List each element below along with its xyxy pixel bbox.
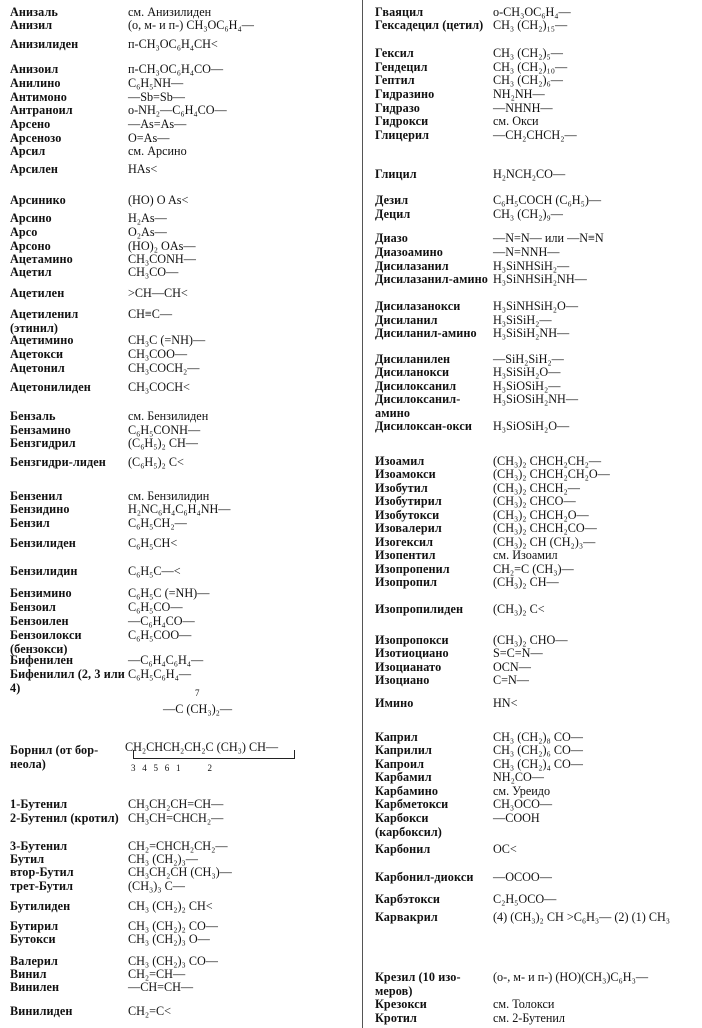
term-name: Гексадецил (цетил)	[375, 18, 484, 32]
list-item	[10, 900, 360, 914]
term-formula: CH₃COO—	[128, 347, 188, 361]
bornyl-bracket	[133, 750, 295, 759]
term-formula: CH₃ (CH₂)₆ CO—	[493, 743, 583, 757]
term-name: Дисиланилен	[375, 352, 451, 366]
term-name: Изогексил	[375, 535, 434, 549]
term-formula: CH₃ (CH₂)₁₀—	[493, 60, 568, 74]
term-formula: H₃SiNHSiH₂NH—	[493, 272, 587, 286]
term-formula: H₃SiSiH₂O—	[493, 365, 561, 379]
list-item	[10, 163, 360, 177]
list-item	[375, 468, 697, 482]
term-formula: H₂NCH₂CO—	[493, 167, 566, 181]
term-name: Бутокси	[10, 932, 56, 946]
list-item	[375, 971, 697, 998]
term-name: Диазо	[375, 231, 408, 245]
term-name: Дисилоксанил-амино	[375, 392, 461, 420]
term-name: Анизаль	[10, 5, 58, 19]
term-name: Анизил	[10, 18, 53, 32]
list-item	[10, 654, 360, 668]
term-name: Бензамино	[10, 423, 71, 437]
term-name: Ацетокси	[10, 347, 64, 361]
list-item	[375, 88, 697, 102]
list-item	[10, 362, 360, 376]
term-name: Изотиоциано	[375, 646, 449, 660]
list-item	[10, 104, 360, 118]
term-name: Гваяцил	[375, 5, 424, 19]
term-formula: C₆H₅C₆H₄—	[128, 667, 192, 681]
list-item	[10, 812, 360, 826]
term-formula: (CH₃)₂ CHCO—	[493, 494, 576, 508]
term-name: Гидрокси	[375, 114, 429, 128]
term-name: Глицерил	[375, 128, 430, 142]
term-formula: C₆H₅COCH (C₆H₅)—	[493, 193, 602, 207]
list-item	[10, 1005, 360, 1019]
term-name: Дисилазанил	[375, 259, 449, 273]
list-item	[10, 503, 360, 517]
list-item	[10, 253, 360, 267]
list-item	[10, 933, 360, 947]
list-item	[10, 629, 360, 656]
bornyl-top-group: —C (CH₃)₂—	[163, 702, 233, 716]
list-item	[375, 194, 697, 208]
term-formula: см. Арсино	[128, 144, 187, 158]
list-item	[10, 981, 360, 995]
term-name: Изопропенил	[375, 562, 450, 576]
term-formula: CH₃ (CH₂)₃ CO—	[128, 954, 218, 968]
bornyl-top-number: 7	[195, 688, 200, 698]
term-name: Имино	[375, 696, 414, 710]
term-formula: C₆H₅NH—	[128, 76, 184, 90]
term-formula: (4) (CH₃)₂ CH >C₆H₃— (2) (1) CH₃	[493, 910, 671, 924]
term-formula: C₆H₅CH<	[128, 536, 178, 550]
term-name: Капроил	[375, 757, 425, 771]
term-formula: O=As—	[128, 131, 170, 145]
list-item	[375, 812, 697, 839]
term-formula: CH₃CH₂CH=CH—	[128, 797, 224, 811]
list-item	[375, 647, 697, 661]
term-name: Дисилоксанил	[375, 379, 457, 393]
bornyl-formula	[125, 688, 345, 773]
term-name: Ацетамино	[10, 252, 73, 266]
term-name: Карбамино	[375, 784, 439, 798]
term-formula: о-NH₂—C₆H₄CO—	[128, 103, 227, 117]
term-formula: см. Толокси	[493, 997, 555, 1011]
term-name: 1-Бутенил	[10, 797, 68, 811]
term-name: Бензоил	[10, 600, 56, 614]
list-item	[10, 334, 360, 348]
term-formula: OCN—	[493, 660, 531, 674]
term-name: Карбонил-диокси	[375, 870, 474, 884]
term-formula: см. Уреидо	[493, 784, 551, 798]
term-name: Ацетимино	[10, 333, 74, 347]
list-item	[10, 38, 360, 52]
term-formula: CH₃OCO—	[493, 797, 553, 811]
term-name: Диазоамино	[375, 245, 443, 259]
term-formula: H₃SiSiH₂—	[493, 313, 552, 327]
list-item	[10, 19, 360, 33]
term-formula: C₆H₅CONH—	[128, 423, 201, 437]
list-item	[10, 537, 360, 551]
term-formula: CH₃ (CH₂)₅—	[493, 46, 563, 60]
term-formula: —CH₂CHCH₂—	[493, 128, 577, 142]
term-formula: CH₃ (CH₂)₄ CO—	[493, 757, 583, 771]
term-formula: HN<	[493, 696, 518, 710]
list-item	[10, 266, 360, 280]
term-name: Каприл	[375, 730, 418, 744]
term-formula: —C₆H₄CO—	[128, 614, 195, 628]
term-name: Крезокси	[375, 997, 427, 1011]
term-name: Бензилиден	[10, 536, 76, 550]
term-name: Дисилазанил-амино	[375, 272, 488, 286]
term-formula: (о-, м- и п-) (HO)(CH₃)C₆H₃—	[493, 970, 649, 984]
list-item	[10, 77, 360, 91]
term-name: Изопропокси	[375, 633, 449, 647]
term-formula: CH₃C (=NH)—	[128, 333, 206, 347]
term-name: Бензенил	[10, 489, 63, 503]
term-formula: —N=NNH—	[493, 245, 560, 259]
term-name: Изопропилиден	[375, 602, 464, 616]
term-name: Винил	[10, 967, 47, 981]
term-formula: C₆H₅COO—	[128, 628, 192, 642]
term-name: Гендецил	[375, 60, 428, 74]
term-name: Бензоилен	[10, 614, 69, 628]
term-formula: H₃SiNHSiH₂O—	[493, 299, 579, 313]
list-item	[375, 208, 697, 222]
list-item	[375, 420, 697, 434]
term-formula: CH≡C—	[128, 307, 173, 321]
term-formula: (CH₃)₂ CHCH₂CO—	[493, 521, 597, 535]
list-item	[10, 615, 360, 629]
term-name: Дисилазанокси	[375, 299, 461, 313]
term-name: Изоциано	[375, 673, 430, 687]
list-item	[10, 410, 360, 424]
term-name: Валерил	[10, 954, 58, 968]
list-item	[375, 603, 697, 617]
term-formula: CH₃ (CH₂)₃ O—	[128, 932, 210, 946]
list-item	[375, 549, 697, 563]
term-name: Изовалерил	[375, 521, 442, 535]
term-name: Анизилиден	[10, 37, 79, 51]
term-formula: (CH₃)₂ CH—	[493, 575, 559, 589]
term-formula: CH₂=C<	[128, 1004, 172, 1018]
term-name: Антимоно	[10, 90, 67, 104]
term-formula: CH₂=C (CH₃)—	[493, 562, 574, 576]
term-name: Бутилиден	[10, 899, 71, 913]
term-formula: CH₃ (CH₂)₆—	[493, 73, 563, 87]
term-formula: (CH₃)₃ C—	[128, 879, 185, 893]
term-name: Карбметокси	[375, 797, 449, 811]
bornyl-main-chain: CH₂CHCH₂CH₂C (CH₃) CH—	[125, 740, 279, 754]
term-formula: CH₃ (CH₂)₃—	[128, 852, 198, 866]
term-formula: HAs<	[128, 162, 158, 176]
list-item	[375, 871, 697, 885]
term-formula: C₆H₅C (=NH)—	[128, 586, 210, 600]
term-formula: CH₂=CH—	[128, 967, 186, 981]
term-formula: S=C=N—	[493, 646, 543, 660]
list-item	[10, 456, 360, 470]
term-name: Винилиден	[10, 1004, 73, 1018]
term-name: Бензаль	[10, 409, 56, 423]
term-formula: см. Бензилиден	[128, 409, 209, 423]
term-formula: п-CH₃OC₆H₄CH<	[128, 37, 218, 51]
term-formula: H₂NC₆H₄C₆H₄NH—	[128, 502, 231, 516]
list-item	[375, 74, 697, 88]
term-name: Изоамил	[375, 454, 425, 468]
term-formula: —COOH	[493, 811, 540, 825]
term-formula: —Sb=Sb—	[128, 90, 185, 104]
term-name: Кротил	[375, 1011, 417, 1025]
term-formula: (CH₃)₂ CHCH₂CH₂O—	[493, 467, 610, 481]
list-item	[10, 226, 360, 240]
term-name: Изобутил	[375, 481, 428, 495]
term-name: Борнил (от бор-неола)	[10, 743, 99, 771]
list-item	[375, 576, 697, 590]
term-formula: —OCOO—	[493, 870, 552, 884]
term-name: Арсоно	[10, 239, 51, 253]
term-formula: о-CH₃OC₆H₄—	[493, 5, 571, 19]
term-formula: C₆H₅C—<	[128, 564, 181, 578]
list-item	[10, 668, 360, 695]
term-formula: CH₃CO—	[128, 265, 179, 279]
term-formula: H₃SiNHSiH₂—	[493, 259, 570, 273]
term-name: Карбокси (карбоксил)	[375, 811, 442, 839]
term-formula: H₃SiOSiH₂NH—	[493, 392, 579, 406]
list-item	[375, 393, 697, 420]
list-item	[375, 168, 697, 182]
term-name: Бифенилил (2, 3 или 4)	[10, 667, 125, 695]
term-name: Бутил	[10, 852, 45, 866]
term-name: Децил	[375, 207, 411, 221]
term-name: 3-Бутенил	[10, 839, 68, 853]
term-formula: CH₃ (CH₂)₈ CO—	[493, 730, 583, 744]
term-formula: CH₃ (CH₂)₂ CH<	[128, 899, 213, 913]
term-name: Бифенилен	[10, 653, 74, 667]
list-item	[375, 893, 697, 907]
term-formula: NH₂NH—	[493, 87, 545, 101]
list-item	[375, 19, 697, 33]
list-item	[10, 565, 360, 579]
term-name: Дисиланил-амино	[375, 326, 477, 340]
list-item	[10, 601, 360, 615]
list-item	[375, 47, 697, 61]
term-name: Арсенозо	[10, 131, 62, 145]
term-formula: (C₆H₅)₂ CH—	[128, 436, 198, 450]
term-name: Антраноил	[10, 103, 73, 117]
list-item	[10, 517, 360, 531]
list-item	[375, 232, 697, 246]
term-formula: —CH=CH—	[128, 980, 194, 994]
list-item	[10, 287, 360, 301]
list-item	[375, 522, 697, 536]
term-formula: см. Окси	[493, 114, 539, 128]
term-name: Дисиланил	[375, 313, 438, 327]
list-item	[10, 348, 360, 362]
term-name: Бутирил	[10, 919, 59, 933]
term-name: Изоамокси	[375, 467, 436, 481]
term-formula: —NHNH—	[493, 101, 553, 115]
list-item	[375, 744, 697, 758]
list-item	[375, 674, 697, 688]
term-formula: O₂As—	[128, 225, 167, 239]
list-item	[375, 300, 697, 314]
term-name: Изоцианато	[375, 660, 442, 674]
term-formula: (CH₃)₂ CH (CH₂)₃—	[493, 535, 596, 549]
term-formula: см. Изоамил	[493, 548, 558, 562]
term-formula: —As=As—	[128, 117, 187, 131]
term-formula: >CH—CH<	[128, 286, 188, 300]
term-formula: (HO) O As<	[128, 193, 189, 207]
term-formula: CH₃COCH<	[128, 380, 190, 394]
term-name: Бензоилокси (бензокси)	[10, 628, 82, 656]
term-formula: (CH₃)₂ CHCH₂O—	[493, 508, 589, 522]
list-item	[10, 212, 360, 226]
list-item	[10, 118, 360, 132]
term-formula: —SiH₂SiH₂—	[493, 352, 564, 366]
list-item	[375, 129, 697, 143]
term-formula: H₃SiOSiH₂O—	[493, 419, 570, 433]
term-name: Гидразино	[375, 87, 435, 101]
term-name: Карбамил	[375, 770, 432, 784]
list-item	[10, 880, 360, 894]
term-formula: C₆H₅CO—	[128, 600, 183, 614]
term-formula: (HO)₂ OAs—	[128, 239, 196, 253]
term-name: Ацетиленил (этинил)	[10, 307, 79, 335]
term-name: Бензидино	[10, 502, 70, 516]
term-formula: CH₃ (CH₂)₉—	[493, 207, 563, 221]
term-formula: CH₂=CHCH₂CH₂—	[128, 839, 228, 853]
term-formula: (CH₃)₂ C<	[493, 602, 545, 616]
term-name: Арсено	[10, 117, 51, 131]
list-item	[375, 697, 697, 711]
bornyl-numbers: 3 4 5 6 1 2	[131, 763, 212, 773]
term-formula: CH₃ (CH₂)₁₅—	[493, 18, 568, 32]
term-name: Арсилен	[10, 162, 58, 176]
list-item	[375, 998, 697, 1012]
term-formula: CH₃CH=CHCH₂—	[128, 811, 224, 825]
list-item	[10, 955, 360, 969]
term-name: Крезил (10 изо-меров)	[375, 970, 461, 998]
list-item	[375, 246, 697, 260]
list-item	[10, 866, 360, 880]
term-name: Гидразо	[375, 101, 420, 115]
list-item	[10, 381, 360, 395]
term-name: Изопропил	[375, 575, 438, 589]
term-name: Изобутокси	[375, 508, 440, 522]
term-name: Глицил	[375, 167, 417, 181]
term-name: Карбонил	[375, 842, 431, 856]
term-name: Винилен	[10, 980, 60, 994]
term-name: Арсинико	[10, 193, 66, 207]
list-item	[375, 273, 697, 287]
term-name: Дисилоксан-окси	[375, 419, 472, 433]
list-item	[10, 798, 360, 812]
term-formula: C₂H₅OCO—	[493, 892, 557, 906]
term-name: Бензимино	[10, 586, 72, 600]
list-item	[10, 194, 360, 208]
list-item	[375, 327, 697, 341]
term-name: Анилино	[10, 76, 61, 90]
list-item	[10, 587, 360, 601]
list-item	[375, 1012, 697, 1026]
term-formula: CH₃ (CH₂)₂ CO—	[128, 919, 218, 933]
term-formula: CH₃CH₂CH (CH₃)—	[128, 865, 232, 879]
term-formula: CH₃COCH₂—	[128, 361, 200, 375]
term-formula: NH₂CO—	[493, 770, 544, 784]
list-item	[375, 771, 697, 785]
term-formula: —C₆H₄C₆H₄—	[128, 653, 204, 667]
term-formula: (C₆H₅)₂ C<	[128, 455, 184, 469]
term-name: Изопентил	[375, 548, 436, 562]
term-name: 2-Бутенил (кротил)	[10, 811, 119, 825]
list-item	[10, 63, 360, 77]
term-name: Ацетонилиден	[10, 380, 91, 394]
term-name: Арсино	[10, 211, 52, 225]
term-formula: п-CH₃OC₆H₄CO—	[128, 62, 224, 76]
term-name: Бензил	[10, 516, 50, 530]
term-name: Ацетонил	[10, 361, 65, 375]
list-item	[375, 843, 697, 857]
term-formula: см. Анизилиден	[128, 5, 212, 19]
term-formula: OC<	[493, 842, 517, 856]
term-formula: H₂As—	[128, 211, 167, 225]
list-item	[375, 798, 697, 812]
list-item	[10, 308, 360, 335]
term-name: Дисиланокси	[375, 365, 450, 379]
term-formula: см. Бензилидин	[128, 489, 210, 503]
term-formula: H₃SiSiH₂NH—	[493, 326, 570, 340]
term-formula: (CH₃)₂ CHCH₂CH₂—	[493, 454, 602, 468]
list-item	[375, 115, 697, 129]
term-formula: (CH₃)₂ CHCH₂—	[493, 481, 580, 495]
term-name: втор-Бутил	[10, 865, 74, 879]
term-formula: C=N—	[493, 673, 529, 687]
term-name: Арсил	[10, 144, 46, 158]
term-name: Каприлил	[375, 743, 432, 757]
term-name: Бензгидрил	[10, 436, 76, 450]
list-item	[375, 366, 697, 380]
term-formula: (о, м- и п-) CH₃OC₆H₄—	[128, 18, 254, 32]
term-name: Ацетил	[10, 265, 52, 279]
term-name: Анизоил	[10, 62, 59, 76]
term-name: Изобутирил	[375, 494, 442, 508]
term-formula: см. 2-Бутенил	[493, 1011, 566, 1025]
list-item	[10, 145, 360, 159]
term-name: Ацетилен	[10, 286, 65, 300]
term-name: Карбэтокси	[375, 892, 440, 906]
list-item	[375, 911, 697, 925]
term-name: Гептил	[375, 73, 415, 87]
column-divider	[362, 0, 363, 1028]
term-formula: —N=N— или —N≡N	[493, 231, 604, 245]
term-name: Дезил	[375, 193, 409, 207]
term-formula: CH₃CONH—	[128, 252, 196, 266]
term-formula: H₃SiOSiH₂—	[493, 379, 561, 393]
list-item	[375, 495, 697, 509]
term-name: Гексил	[375, 46, 414, 60]
term-formula: (CH₃)₂ CHO—	[493, 633, 568, 647]
term-name: Арсо	[10, 225, 38, 239]
term-name: Карвакрил	[375, 910, 438, 924]
term-name: Бензгидри-лиден	[10, 455, 106, 469]
term-formula: C₆H₅CH₂—	[128, 516, 187, 530]
list-item	[10, 437, 360, 451]
term-name: Бензилидин	[10, 564, 78, 578]
term-name: трет-Бутил	[10, 879, 74, 893]
